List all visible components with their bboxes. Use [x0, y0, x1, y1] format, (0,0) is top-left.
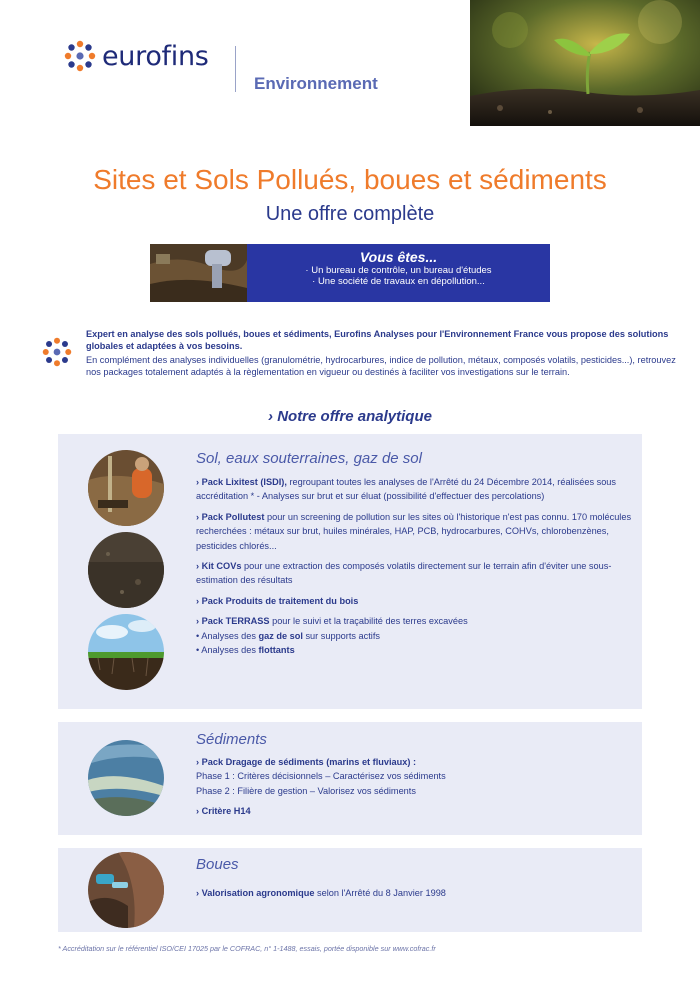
intro-paragraph: En complément des analyses individuelles (granulométrie, hydrocarbures, indice de pollution, métaux, composés volatils, pesticides...), retrouvez nos packages totalement adaptés à la règlementation en vigueur ou destinés à faciliter vos investigations sur le terrain.	[86, 355, 676, 377]
panel-sol-content	[196, 475, 632, 657]
header	[0, 0, 700, 130]
valorisation-agronomique	[196, 886, 632, 900]
analyses-flottants-bold: flottants	[258, 645, 295, 656]
pack-bois-name: › Pack Produits de traitement du bois	[196, 595, 359, 606]
panel-sol-title: Sol, eaux souterraines, gaz de sol	[196, 450, 422, 467]
pack-terrass-text: pour le suivi et la traçabilité des terres excavées	[269, 616, 468, 627]
logo-divider	[235, 46, 236, 92]
valorisation-text: selon l'Arrêté du 8 Janvier 1998	[314, 888, 446, 898]
banner-text-box	[247, 244, 550, 302]
grass-soil-profile-photo	[88, 614, 164, 690]
soil-sampling-image	[150, 244, 247, 302]
soil-texture-photo	[88, 532, 164, 608]
pack-lixitest	[196, 475, 632, 504]
pack-terrass-name: › Pack TERRASS	[196, 616, 270, 627]
eurofins-dots-icon	[64, 40, 96, 72]
panel-boues-title: Boues	[196, 856, 239, 873]
banner-line: · Un bureau de contrôle, un bureau d'études	[305, 265, 492, 276]
panel-sediments-title: Sédiments	[196, 731, 267, 748]
valorisation-name: › Valorisation agronomique	[196, 888, 315, 898]
panel-sol	[58, 434, 642, 709]
analyses-flottants	[196, 643, 632, 657]
panel-boues-content	[196, 886, 632, 900]
accreditation-footnote: * Accréditation sur le référentiel ISO/CEI 17025 par le COFRAC, n° 1-1488, essais, portée disponible sur www.cofrac.fr	[58, 944, 436, 953]
analyses-gaz	[196, 629, 632, 643]
pack-pollutest	[196, 510, 632, 553]
dragage-phase-1: Phase 1 : Critères décisionnels – Caractérisez vos sédiments	[196, 771, 446, 782]
page-title: Sites et Sols Pollués, boues et sédiments	[93, 164, 607, 195]
dragage-phase-2: Phase 2 : Filière de gestion – Valorisez vos sédiments	[196, 785, 416, 796]
pack-pollutest-text: pour un screening de pollution sur les sites où l'historique n'est pas connu. 170 molécules recherchées : métaux sur brut, huiles minérales, HAP, PCB, hydrocarbures, COHVs, chlorobenzènes, pesticides chlorés...	[196, 511, 632, 551]
panel-sediments	[58, 722, 642, 835]
analyses-flottants-pre: • Analyses des	[196, 645, 259, 656]
sludge-photo	[88, 852, 164, 928]
analyses-gaz-post: sur supports actifs	[302, 630, 380, 641]
intro-bold-paragraph: Expert en analyse des sols pollués, boues et sédiments, Eurofins Analyses pour l'Environnement France vous propose des solutions globales et adaptées à vos besoins.	[86, 329, 669, 351]
hero-sprout-image	[470, 0, 700, 126]
division-name: Environnement	[254, 74, 378, 93]
offer-heading: › Notre offre analytique	[268, 408, 432, 425]
pack-lixitest-name: › Pack Lixitest (ISDI),	[196, 477, 287, 487]
pack-lixitest-text: regroupant toutes les analyses de l'Arrêté du 24 Décembre 2014, réalisées sous accréditation * - Analyses sur brut et sur éluat (possibilité d'effectuer des percolations)	[196, 477, 617, 502]
pack-pollutest-name: › Pack Pollutest	[196, 511, 265, 522]
kit-covs	[196, 559, 632, 588]
pack-terrass	[196, 614, 632, 628]
critere-h14: › Critère H14	[196, 806, 251, 817]
eurofins-logo[interactable]	[64, 40, 209, 72]
soil-sampling-photo	[88, 450, 164, 526]
brand-name: eurofins	[102, 40, 209, 72]
analyses-gaz-bold: gaz de sol	[258, 630, 303, 641]
intro-text	[86, 329, 676, 378]
panel-sediments-content	[196, 755, 632, 819]
analyses-gaz-pre: • Analyses des	[196, 630, 259, 641]
eurofins-dots-icon	[42, 337, 72, 367]
banner-line: · Une société de travaux en dépollution...	[312, 276, 485, 287]
river-sediment-photo	[88, 740, 164, 816]
panel-boues	[58, 848, 642, 932]
kit-covs-text: pour une extraction des composés volatils directement sur le terrain afin d'éviter une sous-estimation des résultats	[196, 561, 612, 586]
banner-heading: Vous êtes...	[359, 249, 438, 265]
kit-covs-name: › Kit COVs	[196, 561, 242, 572]
page-subtitle: Une offre complète	[265, 203, 435, 225]
pack-bois	[196, 594, 632, 608]
audience-banner	[150, 244, 550, 302]
pack-dragage: › Pack Dragage de sédiments (marins et fluviaux) :	[196, 757, 417, 767]
